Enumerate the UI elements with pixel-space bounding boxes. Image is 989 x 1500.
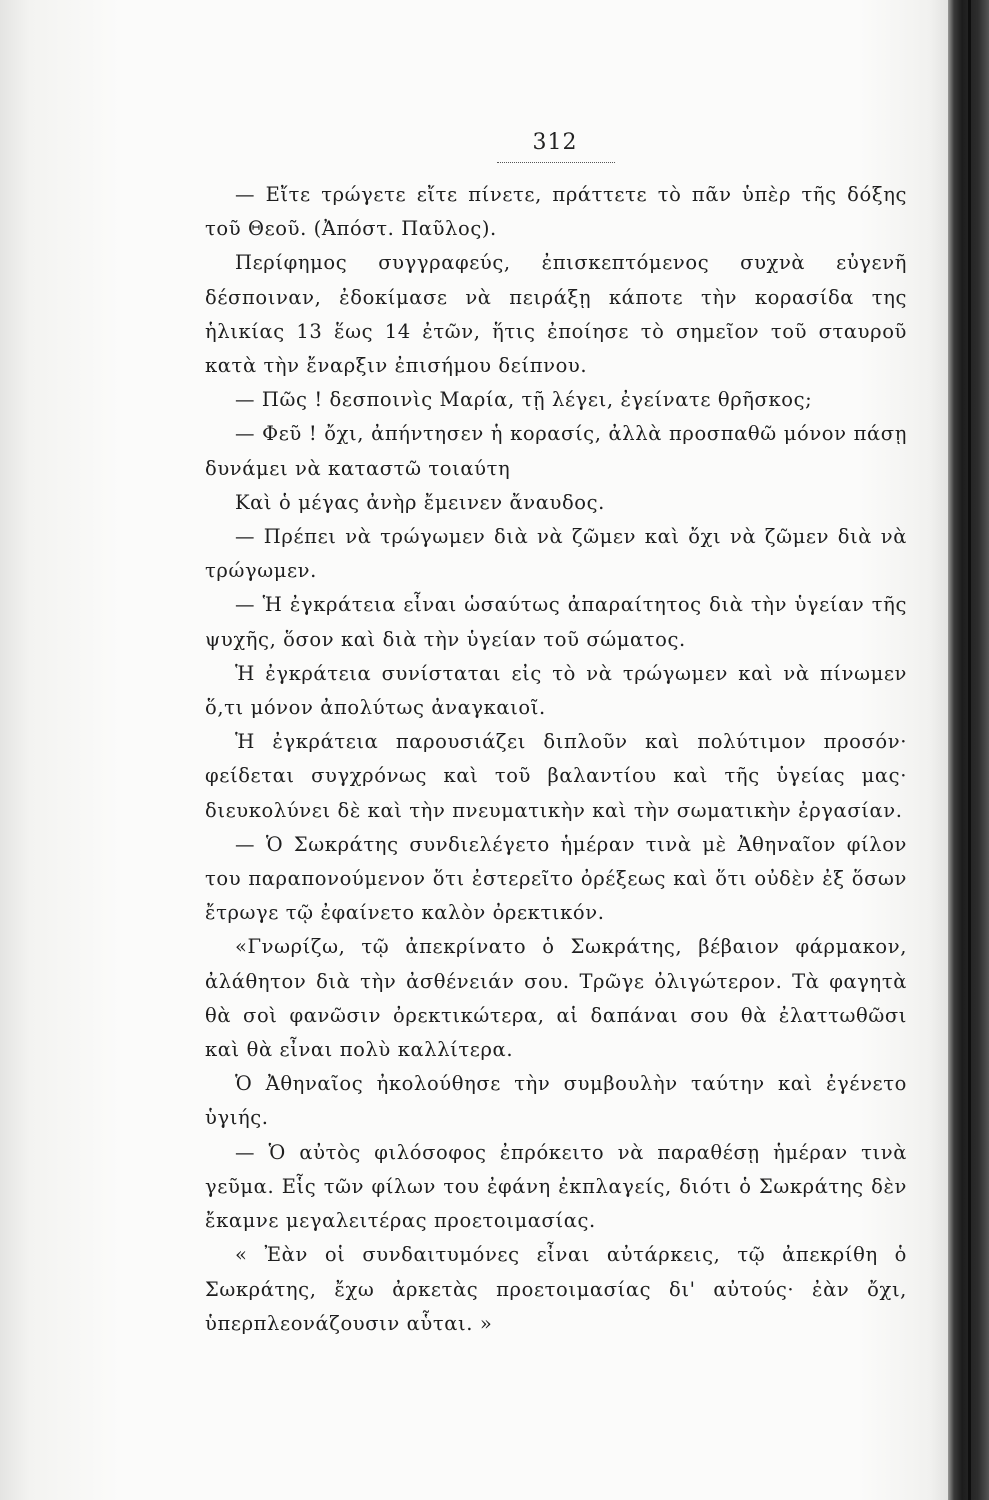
paragraph: — Εἴτε τρώγετε εἴτε πίνετε, πράττετε τὸ πᾶν ὑπὲρ τῆς δόξης τοῦ Θεοῦ. (Ἀπόστ. Παῦλος). — [205, 183, 907, 241]
paragraph: «Γνωρίζω, τῷ ἀπεκρίνατο ὁ Σωκράτης, βέβαιον φάρμακον, ἀλάθητον διὰ τὴν ἀσθένειάν σου. Τρῶγε ὀλιγώτερον. Τὰ φαγητὰ θὰ σοὶ φανῶσιν ὀρεκτικώτερα, αἱ δαπάναι σου θὰ ἐλαττωθῶσι καὶ θὰ εἶναι πολὺ καλλίτερα. — [205, 935, 907, 1062]
paragraph: Περίφημος συγγραφεύς, ἐπισκεπτόμενος συχνὰ εὐγενῆ δέσποιναν, ἐδοκίμασε νὰ πειράξῃ κάποτε τὴν κορασίδα της ἡλικίας 13 ἕως 14 ἐτῶν, ἥτις ἐποίησε τὸ σημεῖον τοῦ σταυροῦ κατὰ τὴν ἔναρξιν ἐπισήμου δείπνου. — [205, 251, 907, 378]
paragraph: — Ἡ ἐγκράτεια εἶναι ὡσαύτως ἀπαραίτητος διὰ τὴν ὑγείαν τῆς ψυχῆς, ὅσον καὶ διὰ τὴν ὑγείαν τοῦ σώματος. — [205, 593, 907, 651]
paragraph: Καὶ ὁ μέγας ἀνὴρ ἔμεινεν ἄναυδος. — [235, 490, 605, 514]
paragraph: — Πρέπει νὰ τρώγωμεν διὰ νὰ ζῶμεν καὶ ὄχι νὰ ζῶμεν διὰ νὰ τρώγωμεν. — [205, 525, 907, 583]
header-rule — [497, 162, 615, 163]
body-text — [205, 178, 907, 1341]
paragraph: — Φεῦ ! ὄχι, ἀπήντησεν ἡ κορασίς, ἀλλὰ προσπαθῶ μόνον πάσῃ δυνάμει νὰ καταστῶ τοιαύτη — [205, 422, 907, 480]
paragraph: — Ὁ Σωκράτης συνδιελέγετο ἡμέραν τινὰ μὲ Ἀθηναῖον φίλον του παραπονούμενον ὅτι ἐστερεῖτο ὀρέξεως καὶ ὅτι οὐδὲν ἐξ ὅσων ἔτρωγε τῷ ἐφαίνετο καλὸν ὀρεκτικόν. — [205, 832, 907, 925]
paragraph: Ἡ ἐγκράτεια παρουσιάζει διπλοῦν καὶ πολύτιμον προσόν· φείδεται συγχρόνως καὶ τοῦ βαλαντίου καὶ τῆς ὑγείας μας· διευκολύνει δὲ καὶ τὴν πνευματικὴν καὶ τὴν σωματικὴν ἐργασίαν. — [205, 730, 907, 822]
paragraph: Ἡ ἐγκράτεια συνίσταται εἰς τὸ νὰ τρώγωμεν καὶ νὰ πίνωμεν ὅ,τι μόνον ἀπολύτως ἀναγκαιοῖ. — [205, 661, 907, 720]
paragraph: Ὁ Ἀθηναῖος ἠκολούθησε τὴν συμβουλὴν ταύτην καὶ ἐγένετο ὑγιής. — [205, 1072, 907, 1130]
paragraph: — Πῶς ! δεσποινὶς Μαρία, τῇ λέγει, ἐγείνατε θρῆσκος; — [235, 388, 813, 412]
page-number: 312 — [532, 130, 578, 155]
paragraph: — Ὁ αὐτὸς φιλόσοφος ἐπρόκειτο νὰ παραθέσῃ ἡμέραν τινὰ γεῦμα. Εἷς τῶν φίλων του ἐφάνη ἐκπλαγείς, διότι ὁ Σωκράτης δὲν ἔκαμνε μεγαλειτέρας προετοιμασίας. — [205, 1140, 907, 1233]
book-spine-edge — [968, 0, 971, 1500]
paragraph: « Ἐὰν οἱ συνδαιτυμόνες εἶναι αὐτάρκεις, τῷ ἀπεκρίθη ὁ Σωκράτης, ἔχω ἀρκετὰς προετοιμασίας δι' αὐτούς· ἐὰν ὄχι, ὑπερπλεονάζουσιν αὗται. » — [205, 1243, 907, 1335]
